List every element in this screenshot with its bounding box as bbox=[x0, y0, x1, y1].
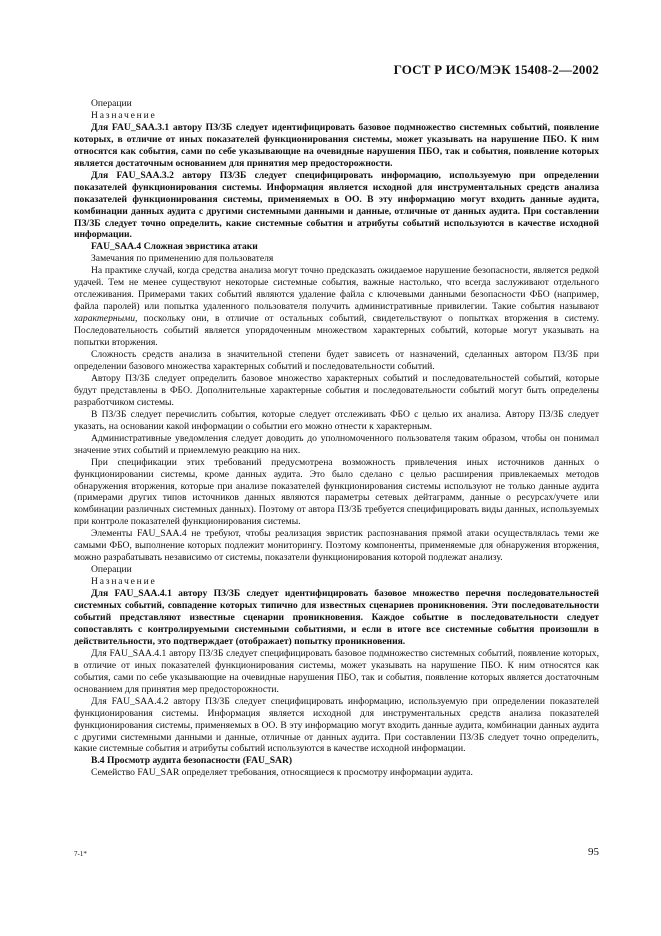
page-number: 95 bbox=[588, 846, 599, 858]
paragraph: Для FAU_SAA.3.2 автору ПЗ/ЗБ следует специфицировать информацию, используемую при определении показателей функционирования системы. Информация является исходной для инструментальных средств анализа показателей функционирования системы, применяемых в ОО. В эту информацию могут входить данные аудита, комбинации данных аудита с другими системными данными и данные, отличные от данных аудита. При составлении ПЗ/ЗБ следует точно определить, какие системные события и атрибуты событий используются в качестве исходной информации. bbox=[74, 169, 599, 241]
paragraph: В ПЗ/ЗБ следует перечислить события, которые следует отслеживать ФБО с целью их анализа. Автору ПЗ/ЗБ следует указать, на основании какой информации о событии его можно отнести к характерным. bbox=[74, 408, 599, 432]
paragraph: Элементы FAU_SAA.4 не требуют, чтобы реализация эвристик распознавания прямой атаки осуществлялась теми же самыми ФБО, выполнение которых подлежит мониторингу. Поэтому компоненты, применяемые для обнаружения вторжения, можно разрабатывать независимо от системы, показатели функционирования которой подлежат анализу. bbox=[74, 528, 599, 564]
paragraph: Автору ПЗ/ЗБ следует определить базовое множество характерных событий и последовательностей событий, которые будут представлены в ФБО. Дополнительные характерные события и последовательности событий могут быть определены разработчиком системы. bbox=[74, 372, 599, 408]
paragraph: Замечания по применению для пользователя bbox=[91, 253, 274, 265]
paragraph: Для FAU_SAA.3.1 автору ПЗ/ЗБ следует идентифицировать базовое подмножество системных событий, появление которых, в отличие от иных показателей функционирования системы, может указывать на нарушение ПБО. К ним относятся как события, сами по себе указывающие на очевидные нарушения ПБО, так и события, появление которых является достаточным основанием для принятия мер предосторожности. bbox=[74, 121, 599, 169]
paragraph: При спецификации этих требований предусмотрена возможность привлечения иных источников данных о функционировании системы, кроме данных аудита. Это было сделано с целью расширения привлекаемых методов обнаружения вторжения, которые при анализе показателей функционирования системы используют не только данные аудита (примерами других типов источников данных являются параметры сетевых дейтаграмм, данные о ресурсах/учете или комбинации различных системных данных). Поэтому от автора ПЗ/ЗБ требуется специфицировать виды данных, используемых при контроле показателей функционирования системы. bbox=[74, 456, 599, 528]
paragraph: Назначение bbox=[91, 109, 157, 121]
paragraph: Операции bbox=[91, 564, 132, 576]
paragraph-text: На практике случай, когда средства анализа могут точно предсказать ожидаемое нарушение безопасности, является редкой удачей. Тем не менее существуют некоторые системные события, важные настолько, что всегда заслуживают отдельного отслеживания. Примерами таких событий являются удаление файла с ключевыми данными безопасности ФБО (например, файла паролей) или попытка удаленного пользователя получить административные привилегии. Такие события называют bbox=[74, 265, 599, 313]
paragraph: Назначение bbox=[91, 576, 157, 588]
paragraph: Для FAU_SAA.4.2 автору ПЗ/ЗБ следует специфицировать информацию, используемую при определении показателей функционирования системы. Информация является исходной для инструментальных средств анализа показателей функционирования системы, применяемых в ОО. В эту информацию могут входить данные аудита, комбинации данных аудита с другими системными данными и данные, отличные от данных аудита. При составлении ПЗ/ЗБ следует точно определить, какие системные события и атрибуты событий используются в качестве исходной информации. bbox=[74, 695, 599, 755]
paragraph: Семейство FAU_SAR определяет требования, относящиеся к просмотру информации аудита. bbox=[91, 767, 473, 779]
page-header: ГОСТ Р ИСО/МЭК 15408-2—2002 bbox=[393, 62, 599, 77]
paragraph: Административные уведомления следует доводить до уполномоченного пользователя таким образом, чтобы он понимал значение этих событий и приемлемую реакцию на них. bbox=[74, 432, 599, 456]
emphasis-text: характерными bbox=[74, 313, 136, 325]
paragraph: В.4 Просмотр аудита безопасности (FAU_SAR) bbox=[91, 755, 293, 767]
paragraph: Для FAU_SAA.4.1 автору ПЗ/ЗБ следует идентифицировать базовое множество перечня последовательностей системных событий, совпадение которых типично для известных сценариев проникновения. Эти последовательности событий представляют известные сценарии проникновения. Каждое событие в последовательности следует сопоставлять с контролируемыми системными событиями, и если в итоге все системные события произошли в действительности, это подтверждает (отображает) попытку проникновения. bbox=[74, 588, 599, 647]
paragraph-text: , поскольку они, в отличие от остальных событий, свидетельствуют о попытках вторжения в систему. Последовательность событий является упорядоченным множеством характерных событий, которые могут указывать на попытки вторжения. bbox=[74, 313, 599, 349]
print-mark: 7-1* bbox=[74, 850, 87, 858]
document-body bbox=[74, 98, 599, 779]
paragraph: Для FAU_SAA.4.1 автору ПЗ/ЗБ следует специфицировать базовое подмножество системных событий, появление которых, в отличие от иных показателей функционирования системы, может указывать на нарушение ПБО. К ним относятся как события, сами по себе указывающие на очевидные нарушения ПБО, так и события, появление которых является достаточным основанием для принятия мер предосторожности. bbox=[74, 647, 599, 695]
paragraph: Операции bbox=[91, 98, 132, 109]
paragraph: FAU_SAA.4 Сложная эвристика атаки bbox=[91, 241, 258, 253]
paragraph bbox=[74, 265, 599, 349]
paragraph: Сложность средств анализа в значительной степени будет зависеть от назначений, сделанных автором ПЗ/ЗБ при определении базового множества характерных событий и последовательности событий. bbox=[74, 349, 599, 372]
